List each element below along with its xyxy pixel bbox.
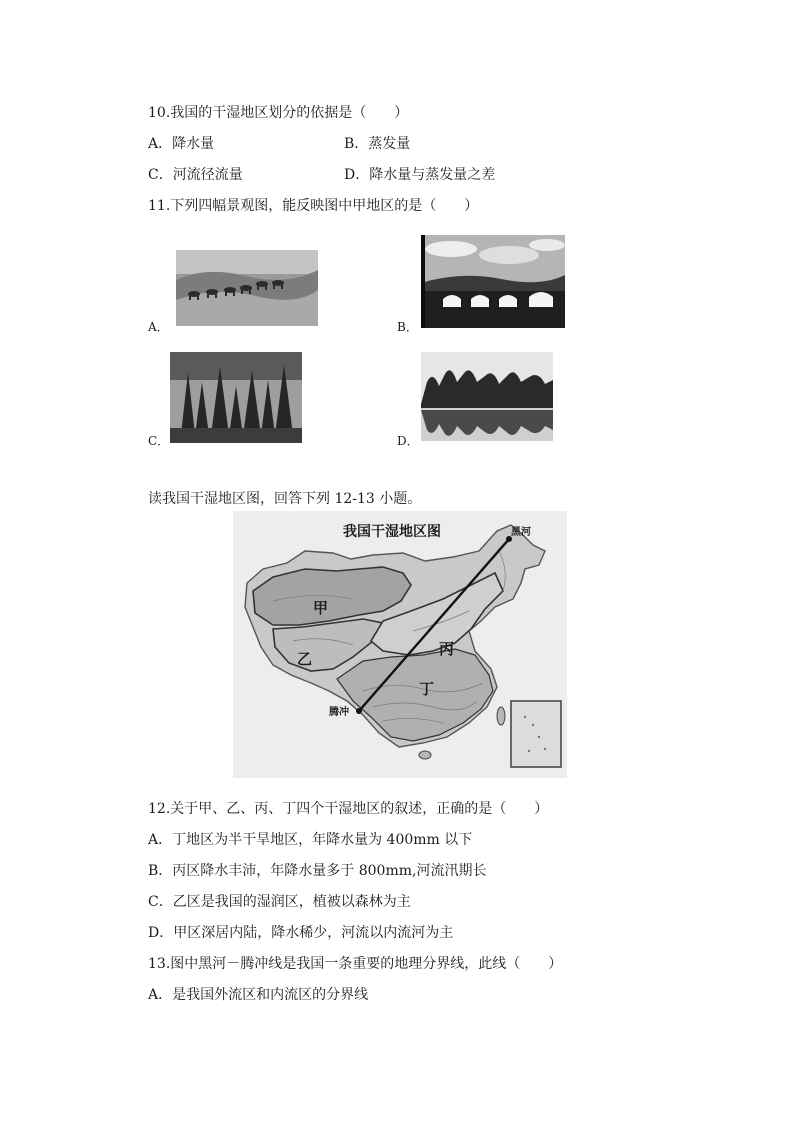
grassland-yurt-photo [421, 235, 565, 328]
q11-label-d: D． [397, 434, 419, 448]
q12-option-c: C．乙区是我国的湿润区，植被以森林为主 [148, 894, 411, 910]
q11-label-b: B． [397, 320, 418, 334]
map-intro: 读我国干湿地区图，回答下列 12-13 小题。 [148, 491, 422, 507]
map-title: 我国干湿地区图 [343, 524, 441, 540]
region-jia-label: 甲 [313, 599, 329, 617]
q12-option-d: D．甲区深居内陆，降水稀少，河流以内流河为主 [148, 925, 454, 941]
q10-option-a: A．降水量 [148, 136, 215, 152]
china-map-graphic [233, 511, 567, 778]
q10-option-b: B．蒸发量 [344, 136, 411, 152]
q10-stem: 10.我国的干湿地区划分的依据是（ ） [148, 105, 409, 121]
forest-photo [170, 352, 302, 443]
karst-landscape-photo [421, 352, 553, 441]
city-tengchong-label: 腾冲 [329, 707, 349, 718]
desert-camel-photo [176, 250, 318, 326]
q12-option-a: A．丁地区为半干旱地区，年降水量为 400mm 以下 [148, 832, 473, 848]
region-bing-label: 丙 [439, 640, 455, 658]
city-heihe-label: 黑河 [511, 527, 531, 538]
region-yi-label: 乙 [297, 650, 313, 668]
q12-option-b: B．丙区降水丰沛，年降水量多于 800mm,河流汛期长 [148, 863, 487, 879]
q11-label-a: A． [148, 320, 169, 334]
region-ding-label: 丁 [419, 680, 435, 698]
dry-wet-regions-map [233, 511, 567, 778]
q11-stem: 11.下列四幅景观图，能反映图中甲地区的是（ ） [148, 198, 479, 214]
q13-stem: 13.图中黑河－腾冲线是我国一条重要的地理分界线，此线（ ） [148, 956, 563, 972]
q11-label-c: C． [148, 434, 170, 448]
q10-option-c: C．河流径流量 [148, 167, 243, 183]
q10-option-d: D．降水量与蒸发量之差 [344, 167, 496, 183]
q13-option-a: A．是我国外流区和内流区的分界线 [148, 987, 369, 1003]
q12-stem: 12.关于甲、乙、丙、丁四个干湿地区的叙述，正确的是（ ） [148, 801, 549, 817]
